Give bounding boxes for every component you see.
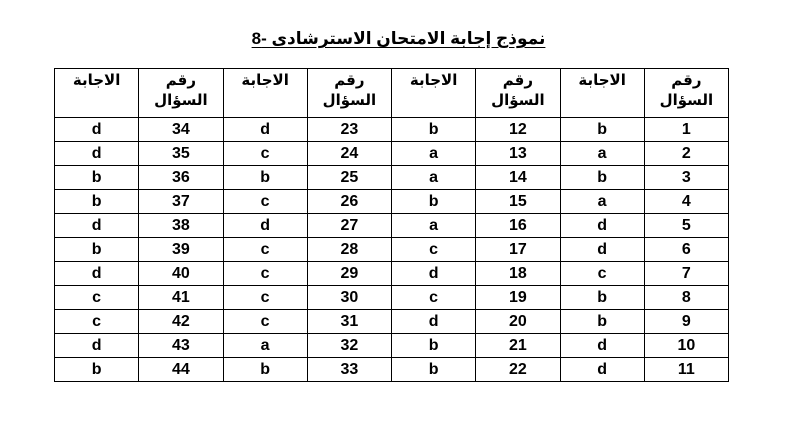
header-answer-label: الاجابة (241, 72, 289, 89)
question-number-cell: 2 (644, 142, 728, 166)
question-number-cell: 7 (644, 262, 728, 286)
answer-cell: c (223, 310, 307, 334)
table-row (55, 166, 729, 190)
header-question-number (644, 69, 728, 118)
header-answer (560, 69, 644, 118)
header-question-line2: السؤال (322, 92, 377, 109)
answer-cell: c (223, 262, 307, 286)
table-row (55, 286, 729, 310)
question-number-cell: 30 (307, 286, 391, 310)
question-number-cell: 29 (307, 262, 391, 286)
question-number-cell: 10 (644, 334, 728, 358)
question-number-cell: 16 (476, 214, 560, 238)
answer-cell: b (560, 166, 644, 190)
answer-cell: c (223, 286, 307, 310)
question-number-cell: 38 (139, 214, 223, 238)
table-row (55, 334, 729, 358)
answer-cell: a (392, 214, 476, 238)
answer-cell: c (223, 238, 307, 262)
question-number-cell: 9 (644, 310, 728, 334)
answer-cell: b (223, 166, 307, 190)
question-number-cell: 31 (307, 310, 391, 334)
page-title-text: نموذج إجابة الامتحان الاسترشادى -8 (251, 29, 546, 48)
header-question-line1: رقم (502, 72, 533, 89)
answer-cell: c (560, 262, 644, 286)
table-row (55, 214, 729, 238)
table-row (55, 358, 729, 382)
question-number-cell: 28 (307, 238, 391, 262)
header-answer-label: الاجابة (409, 72, 458, 89)
question-number-cell: 33 (307, 358, 391, 382)
answer-cell: c (392, 238, 476, 262)
answer-cell: a (392, 142, 476, 166)
question-number-cell: 1 (644, 118, 728, 142)
question-number-cell: 34 (139, 118, 223, 142)
answer-cell: d (223, 214, 307, 238)
answer-cell: d (560, 214, 644, 238)
question-number-cell: 3 (644, 166, 728, 190)
answer-cell: a (560, 190, 644, 214)
answer-cell: b (223, 358, 307, 382)
question-number-cell: 23 (307, 118, 391, 142)
answer-cell: d (55, 118, 139, 142)
question-number-cell: 4 (644, 190, 728, 214)
question-number-cell: 36 (139, 166, 223, 190)
question-number-cell: 5 (644, 214, 728, 238)
answer-cell: b (560, 310, 644, 334)
answer-cell: d (55, 334, 139, 358)
answer-cell: d (55, 142, 139, 166)
answer-cell: b (560, 118, 644, 142)
question-number-cell: 12 (476, 118, 560, 142)
question-number-cell: 37 (139, 190, 223, 214)
question-number-cell: 6 (644, 238, 728, 262)
question-number-cell: 8 (644, 286, 728, 310)
question-number-cell: 42 (139, 310, 223, 334)
question-number-cell: 35 (139, 142, 223, 166)
table-row (55, 262, 729, 286)
question-number-cell: 44 (139, 358, 223, 382)
question-number-cell: 22 (476, 358, 560, 382)
question-number-cell: 43 (139, 334, 223, 358)
header-question-number (307, 69, 391, 118)
question-number-cell: 18 (476, 262, 560, 286)
question-number-cell: 14 (476, 166, 560, 190)
answer-cell: b (55, 190, 139, 214)
question-number-cell: 27 (307, 214, 391, 238)
header-question-number (476, 69, 560, 118)
question-number-cell: 25 (307, 166, 391, 190)
answer-cell: a (223, 334, 307, 358)
answer-cell: c (392, 286, 476, 310)
table-header-row (55, 69, 729, 118)
header-question-line2: السؤال (491, 92, 545, 109)
question-number-cell: 32 (307, 334, 391, 358)
answer-cell: d (55, 262, 139, 286)
question-number-cell: 15 (476, 190, 560, 214)
header-question-line1: رقم (671, 72, 702, 89)
question-number-cell: 41 (139, 286, 223, 310)
answer-cell: c (223, 142, 307, 166)
answer-cell: c (223, 190, 307, 214)
header-answer (392, 69, 476, 118)
question-number-cell: 21 (476, 334, 560, 358)
question-number-cell: 39 (139, 238, 223, 262)
answer-cell: a (392, 166, 476, 190)
question-number-cell: 11 (644, 358, 728, 382)
answer-rows (55, 118, 729, 382)
answer-cell: c (55, 310, 139, 334)
answer-cell: b (392, 190, 476, 214)
header-question-line2: السؤال (659, 92, 714, 109)
header-question-line1: رقم (334, 72, 365, 89)
header-question-number (139, 69, 223, 118)
answer-cell: b (55, 166, 139, 190)
answer-cell: d (560, 334, 644, 358)
answer-cell: d (55, 214, 139, 238)
answer-cell: d (560, 358, 644, 382)
table-row (55, 310, 729, 334)
answer-cell: b (55, 238, 139, 262)
answer-cell: d (392, 262, 476, 286)
table-row (55, 190, 729, 214)
header-answer-label: الاجابة (72, 72, 121, 89)
answer-cell: c (55, 286, 139, 310)
question-number-cell: 13 (476, 142, 560, 166)
question-number-cell: 40 (139, 262, 223, 286)
header-answer-label: الاجابة (578, 72, 626, 89)
question-number-cell: 17 (476, 238, 560, 262)
answer-cell: b (55, 358, 139, 382)
table-row (55, 142, 729, 166)
header-answer (55, 69, 139, 118)
answer-cell: d (392, 310, 476, 334)
question-number-cell: 24 (307, 142, 391, 166)
answer-cell: b (392, 118, 476, 142)
header-question-line2: السؤال (154, 92, 208, 109)
header-question-line1: رقم (165, 72, 196, 89)
answer-key-table (54, 68, 729, 382)
answer-cell: b (560, 286, 644, 310)
page-title (0, 28, 797, 50)
answer-cell: d (560, 238, 644, 262)
answer-cell: b (392, 358, 476, 382)
table-row (55, 238, 729, 262)
header-answer (223, 69, 307, 118)
question-number-cell: 19 (476, 286, 560, 310)
table-row (55, 118, 729, 142)
answer-cell: a (560, 142, 644, 166)
answer-cell: b (392, 334, 476, 358)
question-number-cell: 20 (476, 310, 560, 334)
question-number-cell: 26 (307, 190, 391, 214)
answer-cell: d (223, 118, 307, 142)
